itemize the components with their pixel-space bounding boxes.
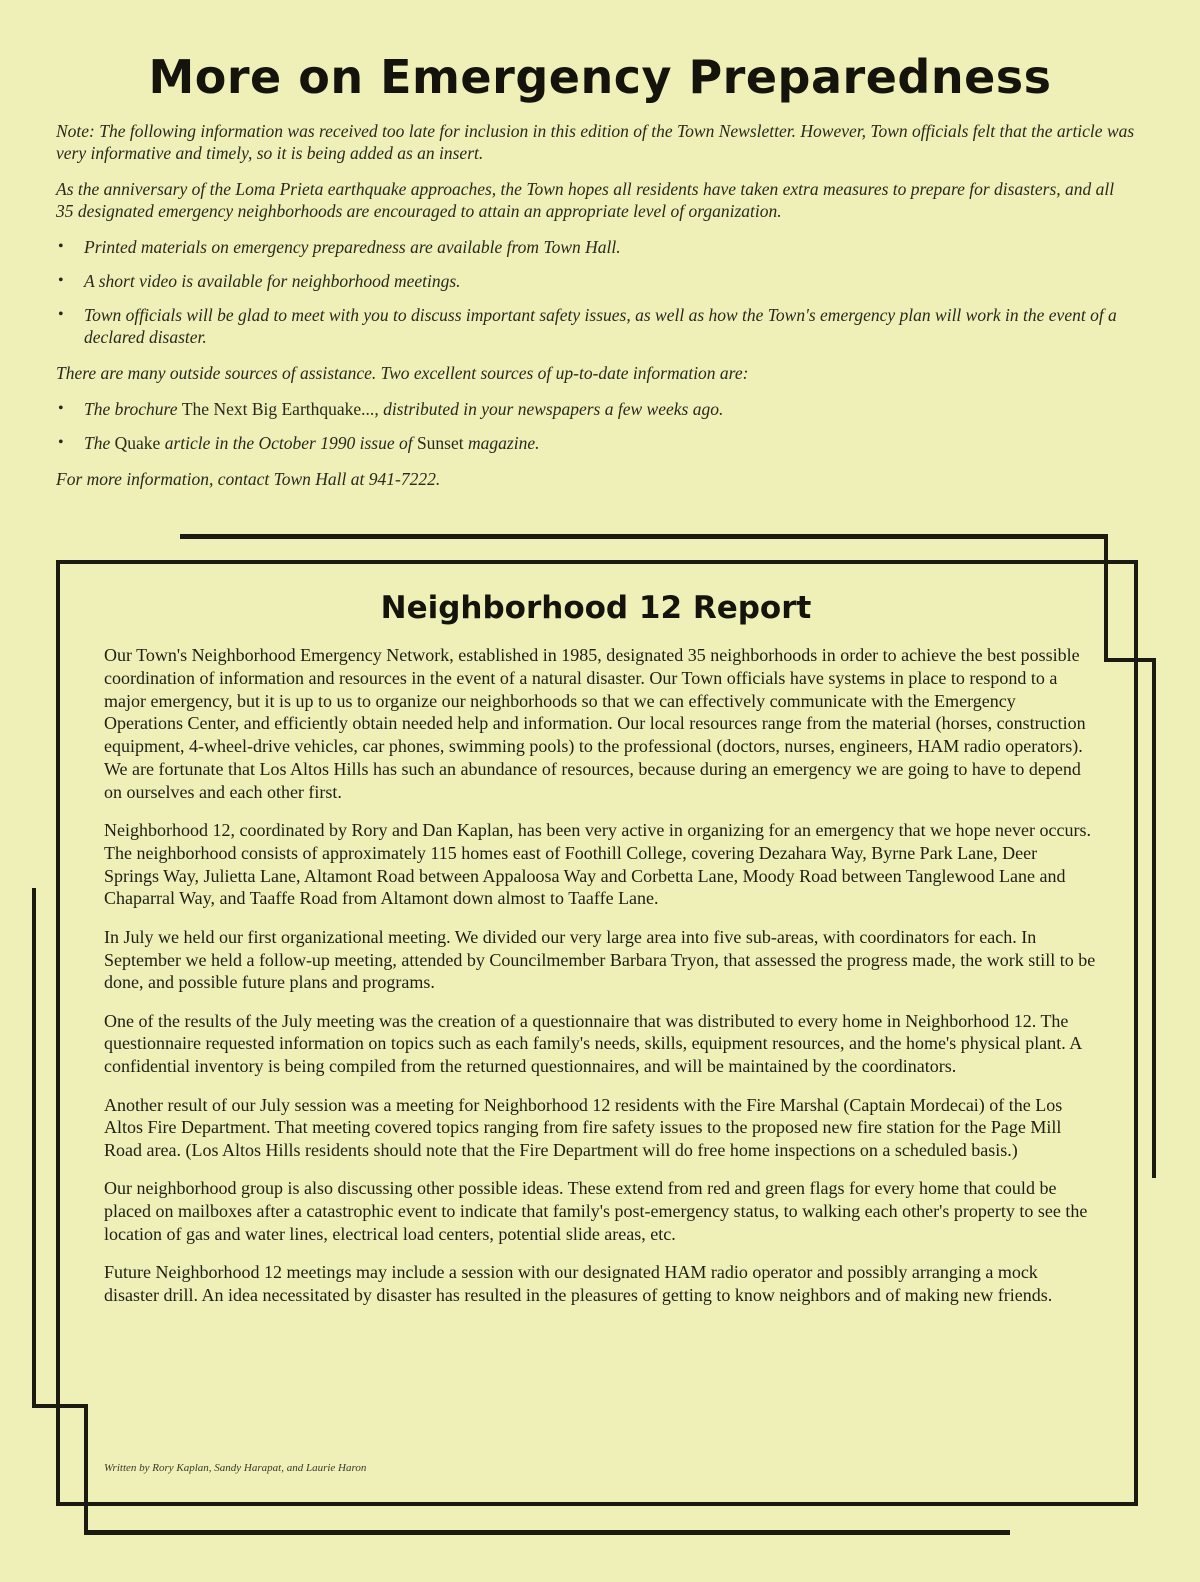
bullet-icon: • bbox=[58, 434, 64, 451]
report-paragraph: Another result of our July session was a meeting for Neighborhood 12 residents with the Fire Marshal (Captain Mordecai) of the Los Altos Fire Department. That meeting covered topics ranging from fire safety issues to the proposed new fire station for the Page Mill Road area. (Los Altos Hills residents should note that the Fire Department will do free home inspections on a scheduled basis.) bbox=[104, 1094, 1063, 1161]
article-name: Quake bbox=[114, 433, 161, 453]
article-paragraph: As the anniversary of the Loma Prieta earthquake approaches, the Town hopes all residents have taken extra measures to prepare for disasters, and all 35 designated emergency neighborhoods are encouraged to attain an appropriate level of organization. bbox=[56, 179, 1115, 221]
report-paragraph: Our Town's Neighborhood Emergency Network, established in 1985, designated 35 neighborhoods in order to achieve the best possible coordination of information and resources in the event of a natural disaster. Our Town officials have systems in place to respond to a major emergency, but it is up to us to organize our neighborhoods so that we can effectively communicate with the Emergency Operations Center, and efficiently obtain needed help and information. Our local resources range from the material (horses, construction equipment, 4-wheel-drive vehicles, car phones, swimming pools) to the professional (doctors, nurses, engineers, HAM radio operators). We are fortunate that Los Altos Hills has such an abundance of resources, because during an emergency we are going to have to depend on ourselves and each other first. bbox=[104, 645, 1086, 802]
list-item: • Printed materials on emergency preparedness are available from Town Hall. bbox=[58, 237, 621, 257]
frame-left-step bbox=[32, 1404, 86, 1408]
report-paragraph: In July we held our first organizational meeting. We divided our very large area into five sub-areas, with coordinators for each. In September we held a follow-up meeting, attended by Councilmember Barbara Tryon, that assessed the progress made, the work still to be done, and possible future plans and programs. bbox=[104, 926, 1096, 993]
article-title: More on Emergency Preparedness bbox=[148, 50, 1052, 104]
report-paragraph: Our neighborhood group is also discussing other possible ideas. These extend from red and green flags for every home that could be placed on mailboxes after a catastrophic event to indicate that family's post-emergency status, to walking each other's property to see the location of gas and water lines, electrical load centers, potential slide areas, etc. bbox=[104, 1178, 1088, 1245]
frame-top-outer bbox=[180, 534, 1108, 539]
list-item: • The brochure The Next Big Earthquake..., distributed in your newspapers a few weeks ago. bbox=[58, 399, 724, 419]
sources-list bbox=[56, 398, 1136, 454]
box-right bbox=[1134, 560, 1138, 1506]
brochure-title: The Next Big Earthquake... bbox=[181, 399, 375, 419]
box-top bbox=[56, 560, 1138, 564]
report-paragraph: Neighborhood 12, coordinated by Rory and Dan Kaplan, has been very active in organizing for an emergency that we hope never occurs. The neighborhood consists of approximately 115 homes east of Foothill College, covering Dezahara Way, Byrne Park Lane, Deer Springs Way, Julietta Lane, Altamont Road between Appaloosa Way and Corbetta Lane, Moody Road between Tanglewood Lane and Chaparral Way, and Taaffe Road from Altamont down almost to Taaffe Lane. bbox=[104, 820, 1092, 909]
frame-left-inner bbox=[84, 1404, 88, 1534]
bullet-icon: • bbox=[58, 400, 64, 417]
contact-line: For more information, contact Town Hall at 941-7222. bbox=[56, 469, 441, 489]
frame-right-step bbox=[1104, 658, 1156, 662]
list-item: • A short video is available for neighborhood meetings. bbox=[58, 271, 461, 291]
bullet-icon: • bbox=[58, 272, 64, 289]
report-paragraph: One of the results of the July meeting was the creation of a questionnaire that was distributed to every home in Neighborhood 12. The questionnaire requested information on topics such as each family's needs, skills, equipment resources, and the home's physical plant. A confidential inventory is being compiled from the returned questionnaires, and will be maintained by the coordinators. bbox=[104, 1010, 1082, 1077]
article-body bbox=[56, 120, 1136, 504]
list-item: • The Quake article in the October 1990 issue of Sunset magazine. bbox=[58, 433, 540, 453]
report-body bbox=[104, 644, 1096, 1322]
box-bottom bbox=[56, 1502, 1138, 1506]
frame-bottom-outer bbox=[84, 1530, 1010, 1535]
resource-list bbox=[56, 236, 1136, 348]
bullet-icon: • bbox=[58, 238, 64, 255]
magazine-name: Sunset bbox=[416, 433, 464, 453]
list-item: • Town officials will be glad to meet with you to discuss important safety issues, as well as how the Town's emergency plan will work in the event of a declared disaster. bbox=[58, 305, 1117, 347]
report-title: Neighborhood 12 Report bbox=[380, 590, 812, 626]
bullet-icon: • bbox=[58, 306, 64, 323]
frame-right-outer-lower bbox=[1152, 658, 1156, 1178]
editor-note: Note: The following information was received too late for inclusion in this edition of the Town Newsletter. However, Town officials felt that the article was very informative and timely, so it is being added as an insert. bbox=[56, 121, 1135, 163]
report-paragraph: Future Neighborhood 12 meetings may include a session with our designated HAM radio operator and possibly arranging a mock disaster drill. An idea necessitated by disaster has resulted in the pleasures of getting to know neighbors and of making new friends. bbox=[104, 1262, 1053, 1306]
box-left bbox=[56, 560, 60, 1506]
frame-left-outer bbox=[32, 888, 36, 1408]
article-paragraph: There are many outside sources of assistance. Two excellent sources of up-to-date information are: bbox=[56, 363, 749, 383]
report-byline: Written by Rory Kaplan, Sandy Harapat, and Laurie Haron bbox=[104, 1462, 367, 1474]
